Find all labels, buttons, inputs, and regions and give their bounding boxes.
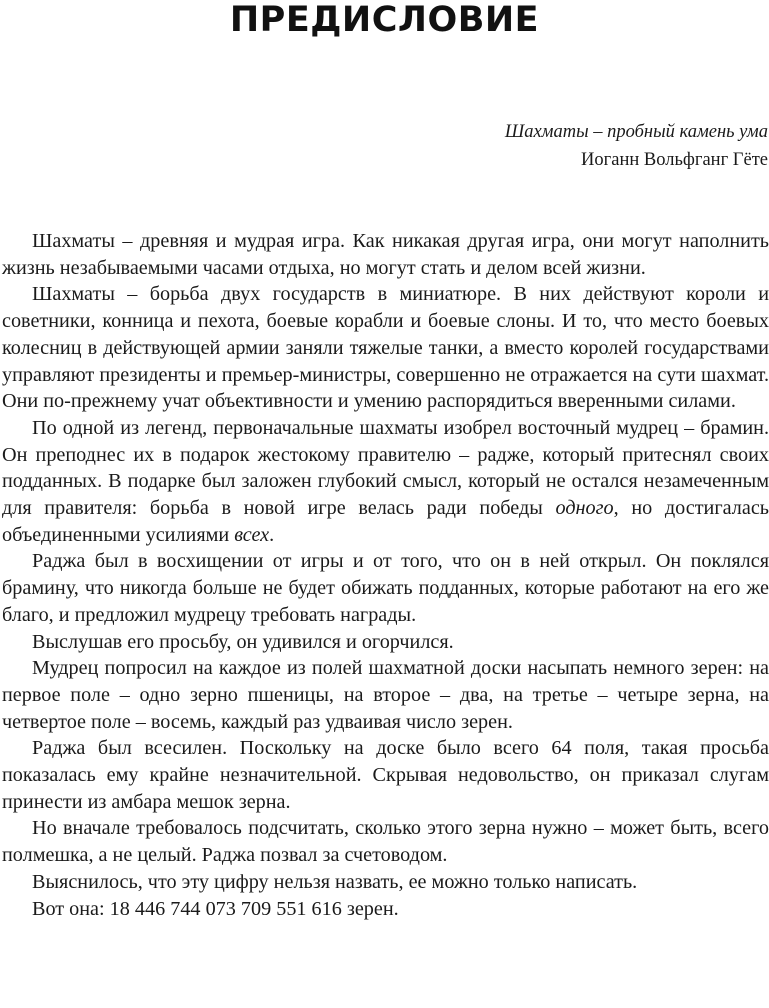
paragraph-5: Выслушав его просьбу, он удивился и огорчился.	[32, 630, 454, 653]
paragraph-3-text-after: .	[269, 523, 275, 546]
epigraph-author: Иоганн Вольфганг Гёте	[581, 150, 768, 170]
paragraph-8: Но вначале требовалось подсчитать, сколько этого зерна нужно – может быть, всего полмешка, а не целый. Раджа позвал за счетоводом.	[2, 817, 769, 867]
body-text	[2, 228, 769, 922]
paragraph-6: Мудрец попросил на каждое из полей шахматной доски насыпать немного зерен: на первое поле – одно зерно пшеницы, на второе – два, на третье – четыре зерна, на четвертое поле – восемь, каждый раз удваивая число зерен.	[2, 657, 769, 733]
paragraph-7: Раджа был всесилен. Поскольку на доске было всего 64 поля, такая просьба показалась ему крайне незначительной. Скрывая недовольство, он приказал слугам принести из амбара мешок зерна.	[2, 737, 769, 813]
paragraph-3-text-before: По одной из легенд, первоначальные шахматы изобрел восточный мудрец – брамин. Он преподнес их в подарок жестокому правителю – радже, который притеснял своих подданных. В подарке был заложен глубокий смысл, который не остался незамеченным для правителя: борьба в новой игре велась ради победы	[2, 416, 769, 520]
page-title: ПРЕДИСЛОВИЕ	[229, 0, 540, 40]
emphasis-all: всех	[234, 523, 270, 546]
paragraph-3	[2, 415, 769, 549]
epigraph	[505, 118, 768, 174]
emphasis-one: одного	[555, 497, 614, 520]
paragraph-10: Вот она: 18 446 744 073 709 551 616 зерен.	[32, 897, 399, 920]
paragraph-4: Раджа был в восхищении от игры и от того, что он в ней открыл. Он поклялся брамину, что никогда больше не будет обижать подданных, которые работают на его же благо, и предложил мудрецу требовать награды.	[2, 550, 769, 626]
paragraph-3-text-middle: , но достигалась объединенными усилиями	[2, 497, 769, 546]
epigraph-quote: Шахматы – пробный камень ума	[504, 122, 768, 142]
paragraph-9: Выяснилось, что эту цифру нельзя назвать, ее можно только написать.	[32, 870, 638, 893]
paragraph-2: Шахматы – борьба двух государств в миниатюре. В них действуют короли и советники, конница и пехота, боевые корабли и боевые слоны. И то, что место боевых колесниц в действующей армии заняли тяжелые танки, а вместо королей государствами управляют президенты и премьер-министры, совершенно не отражается на сути шахмат. Они по-прежнему учат объективности и умению распорядиться вверенными силами.	[2, 283, 769, 413]
paragraph-1: Шахматы – древняя и мудрая игра. Как никакая другая игра, они могут наполнить жизнь незабываемыми часами отдыха, но могут стать и делом всей жизни.	[2, 230, 769, 279]
